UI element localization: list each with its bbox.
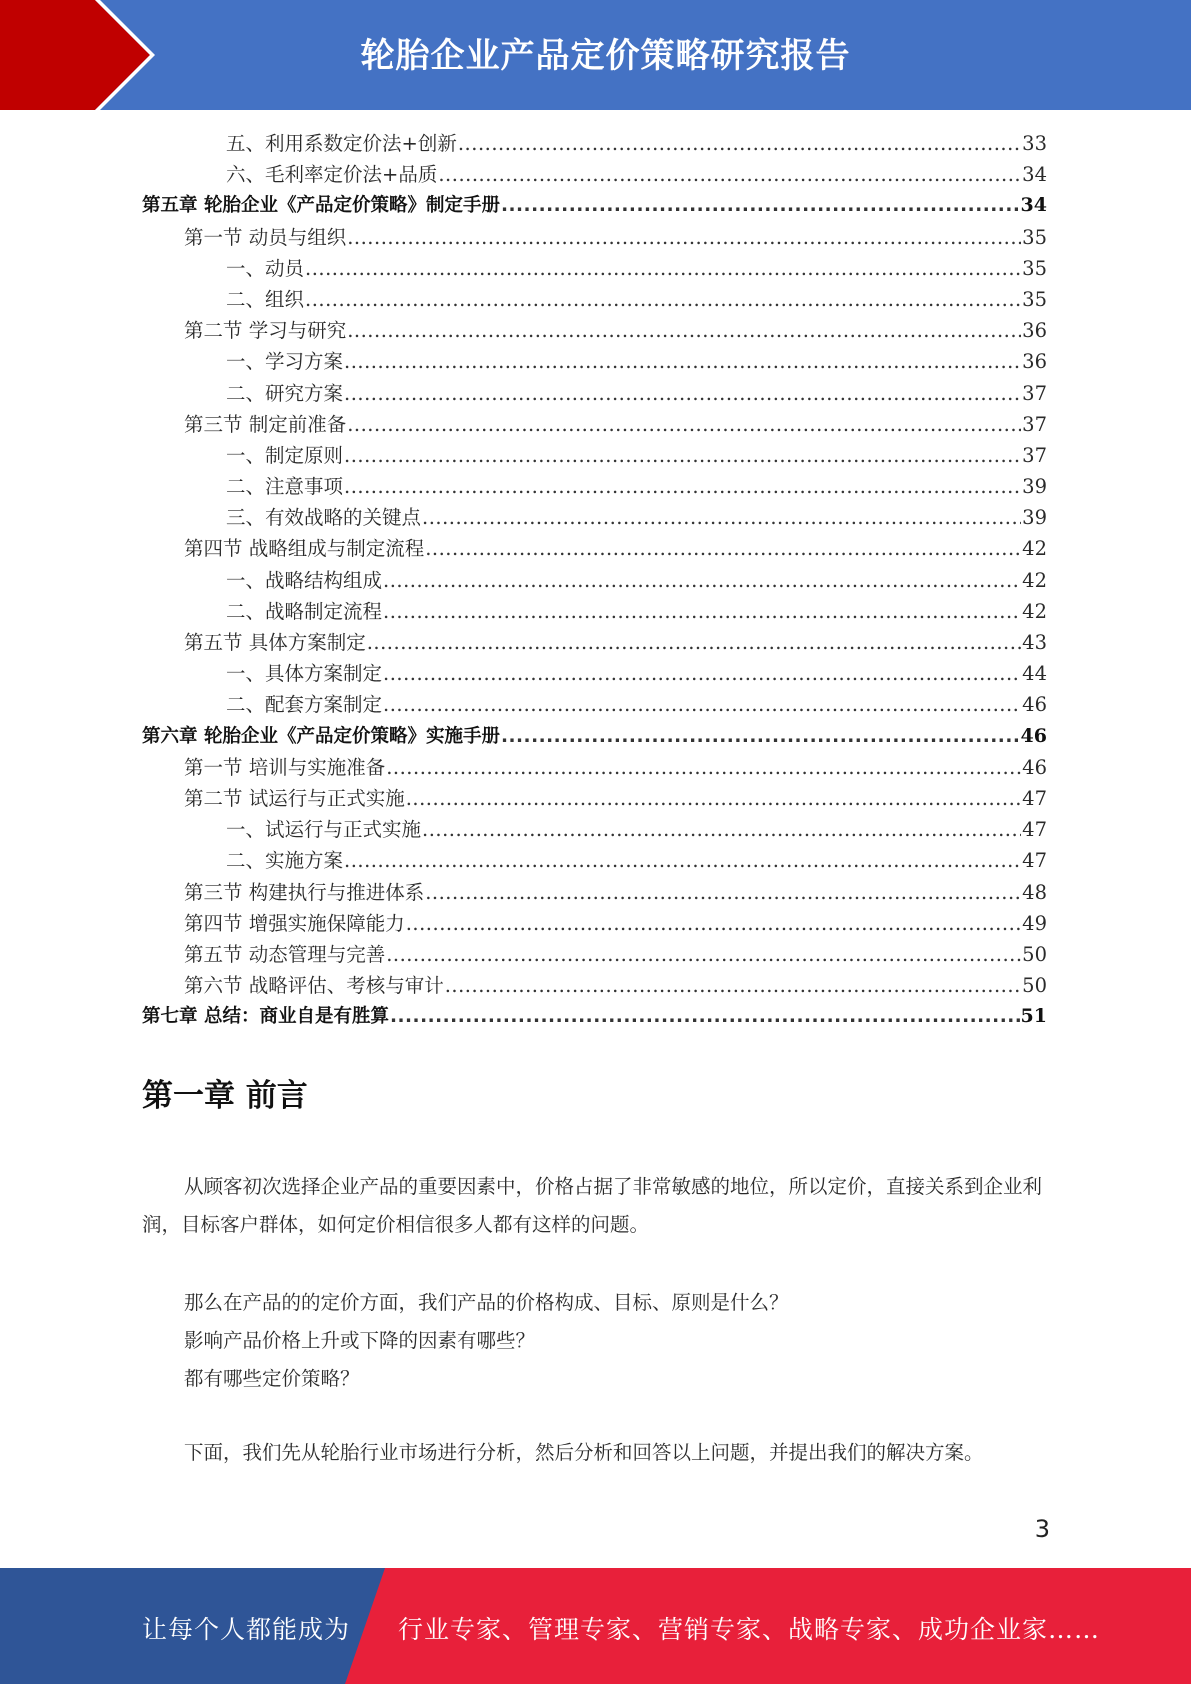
table-of-contents bbox=[142, 128, 1047, 1032]
toc-entry-label: 二、注意事项 bbox=[226, 475, 344, 499]
toc-entry-label: 第五章 轮胎企业《产品定价策略》制定手册 bbox=[142, 195, 500, 217]
toc-leader-dots bbox=[438, 159, 1021, 190]
toc-entry-page: 34 bbox=[1022, 163, 1047, 187]
toc-entry-label: 第五节 具体方案制定 bbox=[184, 631, 366, 654]
toc-entry-page: 46 bbox=[1020, 724, 1047, 747]
toc-entry-page: 50 bbox=[1022, 974, 1047, 998]
toc-entry-label: 一、试运行与正式实施 bbox=[226, 818, 422, 842]
toc-entry[interactable] bbox=[142, 721, 1047, 752]
toc-entry-page: 39 bbox=[1022, 506, 1047, 530]
toc-entry-page: 49 bbox=[1022, 911, 1047, 935]
report-title: 轮胎企业产品定价策略研究报告 bbox=[360, 36, 851, 76]
toc-entry-label: 第四节 增强实施保障能力 bbox=[184, 911, 405, 935]
toc-entry-label: 五、利用系数定价法+创新 bbox=[226, 132, 457, 155]
toc-leader-dots bbox=[383, 565, 1021, 596]
toc-entry[interactable] bbox=[142, 190, 1047, 221]
toc-entry-page: 35 bbox=[1022, 287, 1047, 311]
toc-leader-dots bbox=[344, 471, 1021, 502]
toc-leader-dots bbox=[425, 533, 1021, 564]
toc-entry[interactable] bbox=[142, 845, 1047, 876]
toc-leader-dots bbox=[386, 939, 1021, 970]
toc-entry-page: 36 bbox=[1022, 350, 1047, 374]
toc-entry-label: 二、战略制定流程 bbox=[226, 599, 383, 623]
toc-entry-page: 46 bbox=[1022, 693, 1047, 717]
toc-entry-page: 47 bbox=[1022, 786, 1047, 810]
toc-entry[interactable] bbox=[142, 877, 1047, 908]
toc-entry[interactable] bbox=[142, 783, 1047, 814]
toc-entry-page: 37 bbox=[1022, 412, 1047, 436]
toc-leader-dots bbox=[305, 253, 1021, 284]
toc-leader-dots bbox=[383, 658, 1021, 689]
toc-entry[interactable] bbox=[142, 502, 1047, 533]
toc-entry-page: 39 bbox=[1022, 475, 1047, 499]
toc-entry-label: 第三节 构建执行与推进体系 bbox=[184, 880, 425, 904]
toc-leader-dots bbox=[344, 440, 1021, 471]
toc-leader-dots bbox=[367, 627, 1021, 658]
toc-leader-dots bbox=[501, 190, 1020, 221]
toc-entry-page: 43 bbox=[1022, 631, 1047, 654]
toc-entry-label: 一、战略结构组成 bbox=[226, 568, 383, 592]
toc-entry[interactable] bbox=[142, 565, 1047, 596]
toc-leader-dots bbox=[344, 845, 1021, 876]
question-item: 都有哪些定价策略？ bbox=[184, 1367, 360, 1390]
question-item: 影响产品价格上升或下降的因素有哪些？ bbox=[184, 1329, 536, 1352]
toc-entry-label: 一、动员 bbox=[226, 256, 305, 280]
toc-entry[interactable] bbox=[142, 1001, 1047, 1032]
toc-entry[interactable] bbox=[142, 689, 1047, 720]
footer-slogan-right: 行业专家、管理专家、营销专家、战略专家、成功企业家…… bbox=[398, 1615, 1101, 1644]
toc-entry-page: 34 bbox=[1020, 194, 1047, 217]
toc-entry-page: 42 bbox=[1022, 568, 1047, 592]
toc-entry-label: 第二节 试运行与正式实施 bbox=[184, 786, 405, 810]
page-header bbox=[0, 0, 1191, 110]
toc-entry[interactable] bbox=[142, 814, 1047, 845]
toc-entry[interactable] bbox=[142, 315, 1047, 346]
chapter-heading: 第一章 前言 bbox=[142, 1078, 308, 1114]
toc-entry-page: 37 bbox=[1022, 381, 1047, 405]
closing-paragraph: 下面，我们先从轮胎行业市场进行分析，然后分析和回答以上问题，并提出我们的解决方案。 bbox=[184, 1441, 984, 1464]
toc-entry[interactable] bbox=[142, 253, 1047, 284]
toc-entry-label: 二、配套方案制定 bbox=[226, 693, 383, 717]
toc-entry-page: 50 bbox=[1022, 942, 1047, 966]
toc-leader-dots bbox=[347, 315, 1021, 346]
toc-entry-page: 35 bbox=[1022, 225, 1047, 249]
toc-entry-label: 六、毛利率定价法+品质 bbox=[226, 163, 438, 187]
toc-entry[interactable] bbox=[142, 284, 1047, 315]
toc-entry[interactable] bbox=[142, 128, 1047, 159]
toc-entry-page: 46 bbox=[1022, 755, 1047, 779]
toc-leader-dots bbox=[383, 596, 1021, 627]
toc-entry-page: 37 bbox=[1022, 443, 1047, 467]
toc-entry-label: 第六节 战略评估、考核与审计 bbox=[184, 974, 444, 998]
toc-leader-dots bbox=[344, 346, 1021, 377]
toc-entry-page: 47 bbox=[1022, 818, 1047, 842]
intro-paragraph: 从顾客初次选择企业产品的重要因素中，价格占据了非常敏感的地位，所以定价，直接关系到企业利润，目标客户群体，如何定价相信很多人都有这样的问题。 bbox=[142, 1175, 1043, 1236]
toc-entry-label: 一、具体方案制定 bbox=[226, 662, 383, 686]
toc-leader-dots bbox=[406, 783, 1021, 814]
toc-leader-dots bbox=[305, 284, 1021, 315]
toc-entry-label: 二、实施方案 bbox=[226, 849, 344, 873]
page-footer bbox=[0, 1568, 1191, 1684]
toc-entry[interactable] bbox=[142, 627, 1047, 658]
toc-entry-label: 第五节 动态管理与完善 bbox=[184, 942, 386, 966]
footer-slogan-left: 让每个人都能成为 bbox=[142, 1615, 351, 1644]
toc-entry[interactable] bbox=[142, 908, 1047, 939]
toc-entry-label: 二、研究方案 bbox=[226, 381, 344, 405]
toc-entry-label: 第二节 学习与研究 bbox=[184, 319, 347, 343]
toc-entry-label: 第六章 轮胎企业《产品定价策略》实施手册 bbox=[142, 725, 500, 747]
toc-entry[interactable] bbox=[142, 378, 1047, 409]
toc-entry-label: 三、有效战略的关键点 bbox=[226, 506, 422, 530]
toc-entry-label: 一、学习方案 bbox=[226, 350, 344, 374]
toc-leader-dots bbox=[344, 378, 1021, 409]
toc-entry-label: 第三节 制定前准备 bbox=[184, 412, 347, 436]
toc-entry[interactable] bbox=[142, 658, 1047, 689]
toc-leader-dots bbox=[406, 908, 1021, 939]
toc-leader-dots bbox=[422, 814, 1021, 845]
toc-entry-label: 第七章 总结：商业自是有胜算 bbox=[142, 1006, 389, 1028]
toc-leader-dots bbox=[458, 128, 1021, 159]
toc-entry[interactable] bbox=[142, 222, 1047, 253]
toc-leader-dots bbox=[390, 1001, 1020, 1032]
toc-entry-label: 第一节 动员与组织 bbox=[184, 225, 347, 249]
toc-leader-dots bbox=[383, 689, 1021, 720]
toc-entry-page: 48 bbox=[1022, 880, 1047, 904]
toc-entry-page: 51 bbox=[1020, 1005, 1047, 1028]
toc-leader-dots bbox=[445, 970, 1021, 1001]
toc-entry-page: 47 bbox=[1022, 849, 1047, 873]
toc-entry[interactable] bbox=[142, 159, 1047, 190]
question-item: 那么在产品的的定价方面，我们产品的价格构成、目标、原则是什么？ bbox=[184, 1291, 789, 1314]
toc-entry[interactable] bbox=[142, 752, 1047, 783]
page-number: 3 bbox=[1034, 1515, 1050, 1543]
toc-entry[interactable] bbox=[142, 346, 1047, 377]
toc-leader-dots bbox=[422, 502, 1021, 533]
toc-entry[interactable] bbox=[142, 939, 1047, 970]
toc-leader-dots bbox=[425, 877, 1021, 908]
question-list bbox=[184, 1284, 789, 1398]
toc-entry-page: 42 bbox=[1022, 599, 1047, 623]
toc-entry-label: 一、制定原则 bbox=[226, 443, 344, 467]
toc-entry[interactable] bbox=[142, 596, 1047, 627]
toc-entry-page: 44 bbox=[1022, 662, 1047, 686]
toc-entry[interactable] bbox=[142, 440, 1047, 471]
toc-entry[interactable] bbox=[142, 471, 1047, 502]
toc-entry[interactable] bbox=[142, 533, 1047, 564]
toc-entry[interactable] bbox=[142, 409, 1047, 440]
toc-leader-dots bbox=[347, 222, 1021, 253]
toc-leader-dots bbox=[501, 721, 1020, 752]
toc-entry-label: 第一节 培训与实施准备 bbox=[184, 755, 386, 779]
toc-leader-dots bbox=[347, 409, 1021, 440]
toc-entry-page: 33 bbox=[1022, 132, 1047, 155]
toc-leader-dots bbox=[386, 752, 1021, 783]
toc-entry-label: 第四节 战略组成与制定流程 bbox=[184, 537, 425, 561]
toc-entry-page: 42 bbox=[1022, 537, 1047, 561]
toc-entry-page: 35 bbox=[1022, 256, 1047, 280]
toc-entry-page: 36 bbox=[1022, 319, 1047, 343]
toc-entry-label: 二、组织 bbox=[226, 287, 305, 311]
toc-entry[interactable] bbox=[142, 970, 1047, 1001]
